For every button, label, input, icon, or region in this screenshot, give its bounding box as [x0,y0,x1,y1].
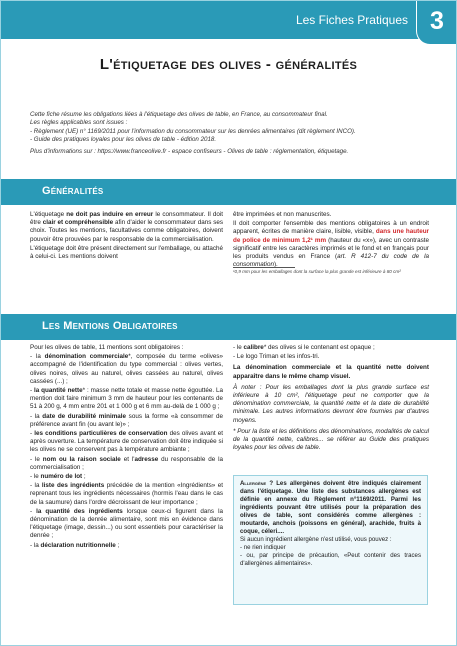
intro-link-line: Plus d'informations sur : https://www.franceolive.fr - espace confiseurs - Olives de table : réglementation, étiquetage. [30,148,349,156]
paragraph: être imprimées et non manuscrites. [233,211,332,218]
list-item: - la déclaration nutritionnelle ; [30,541,120,549]
list-item: - Le logo Triman et les infos-tri. [233,353,320,361]
list-item: - le numéro de lot ; [30,473,86,481]
generalites-right-column [233,211,429,270]
list-item: - le nom ou la raison sociale et l'adresse du responsable de la commercialisation ; [30,455,224,471]
paragraph: L'étiquetage ne doit pas induire en erreur le consommateur. Il doit être clair et compréhensible afin d'aider le consommateur dans ses choix. Toutes les mentions, facultatives comme obligatoires, doivent pouvoir être prouvées par le responsable de la commercialisation. [30,211,224,243]
allergen-paragraph: Allergène ? Les allergènes doivent être indiqués clairement dans l'étiquetage. Une liste des substances allergènes est définie en annexe du Règlement n°1169/2011. Parmi les ingrédients pouvant être utilisés pour la préparation des olives de table, sont considérés comme allergènes : moutarde, anchois (poissons en général), arachide, fruits à coque, céleri.... [240,480,421,535]
intro-line: - Guide des pratiques loyales pour les olives de table - édition 2018. [30,135,217,143]
emphasis-paragraph: La dénomination commerciale et la quantité nette doivent apparaître dans le même champ visuel. [233,364,429,380]
footnote: ¹0,9 mm pour les emballages dont la surface la plus grande est inférieure à 80 cm² [233,269,401,274]
list-item: - les conditions particulières de conservation des olives avant et après ouverture. La température de conservation doit être indiquée si les olives ne se conservent pas à température ambiante ; [30,430,223,454]
intro-line: Cette fiche résume les obligations liées à l'étiquetage des olives de table, en France, au consommateur final. [30,111,328,118]
allergen-paragraph: - ne rien indiquer [240,544,286,551]
intro-line: - Règlement (UE) n° 1169/2011 pour l'information du consommateur sur les denrées alimentaires (dit règlement INCO). [30,127,356,135]
allergen-paragraph: Si aucun ingrédient allergène n'est utilisé, vous pouvez : [240,536,392,543]
list-item: - la quantité des ingrédients lorsque ceux-ci figurent dans la dénomination de la denrée alimentaire, sont mis en évidence dans l'étiquetage (image, dessin...) ou sont essentiels pour caractériser la denrée ; [30,507,223,540]
section-title: Les Mentions Obligatoires [42,320,178,332]
section-header-generalites [1,179,456,205]
paragraph: Il doit comporter l'ensemble des mentions obligatoires à un endroit apparent, écrites de manière claire, lisible, visible, dans une hauteur de police de minimum 1,2¹ mm (hauteur du «x»), avec un contraste significatif entre les caractères imprimés et le fond et en français pour les produits vendus en France (art. R 412-7 du code de la consommation). [233,220,430,269]
paragraph: L'étiquetage doit être présent directement sur l'emballage, ou attaché à celui-ci. Les mentions doivent [30,244,223,261]
paragraph: Pour les olives de table, 11 mentions sont obligatoires : [30,344,184,351]
section-title: Généralités [42,185,104,197]
footnote-rule [233,267,295,268]
sheet-number-badge: 3 [416,0,457,45]
allergen-box [233,475,428,605]
list-item: - le calibre* des olives si le contenant est opaque ; [233,344,375,351]
list-item: - la quantité nette* : masse nette totale et masse nette égouttée. La mention doit faire minimum 3 mm de hauteur pour les contenants de 51 à 200 g, 4 mm entre 201 et 1 000 g et 6 mm au-delà de 1 000 g ; [30,387,223,411]
section-header-mentions-obligatoires [1,314,456,340]
allergen-paragraph: - ou, par principe de précaution, «Peut contenir des traces d'allergènes alimentaires». [240,552,421,567]
intro-line: Les règles applicables sont issues : [30,119,128,127]
reference-note: * Pour la liste et les définitions des dénominations, modalités de calcul de la quantité nette, calibres... se référer au Guide des pratiques loyales pour les olives de table. [233,427,429,452]
mentions-left-column [30,344,223,551]
document-title: L'étiquetage des olives - généralités [99,56,358,73]
note-paragraph: À noter : Pour les emballages dont la plus grande surface est inférieure à 10 cm², l'étiquetage peut ne comporter que la dénomination commerciale, la quantité nette et la date de durabilité minimale. Les autres informations devront être fournies par d'autres moyens. [233,383,429,424]
intro-block [30,111,434,156]
list-item: - la dénomination commerciale*, composée du terme «olives» accompagné de l'identification du type commercial : olives vertes, olives noires, olives au naturel, olives cassées au naturel, olives cassées (...) ; [30,353,224,385]
generalites-left-column [30,211,223,262]
series-label: Les Fiches Pratiques [295,13,408,27]
list-item: - la date de durabilité minimale sous la forme «à consommer de préférence avant fin (ou avant le)» ; [30,412,223,428]
list-item: - la liste des ingrédients précédée de la mention «Ingrédients» et reprenant tous les ingrédients nécessaires (hormis l'eau dans le cas de la saumure) dans l'ordre décroissant de leur importance ; [30,482,223,506]
mentions-right-column [233,344,429,453]
